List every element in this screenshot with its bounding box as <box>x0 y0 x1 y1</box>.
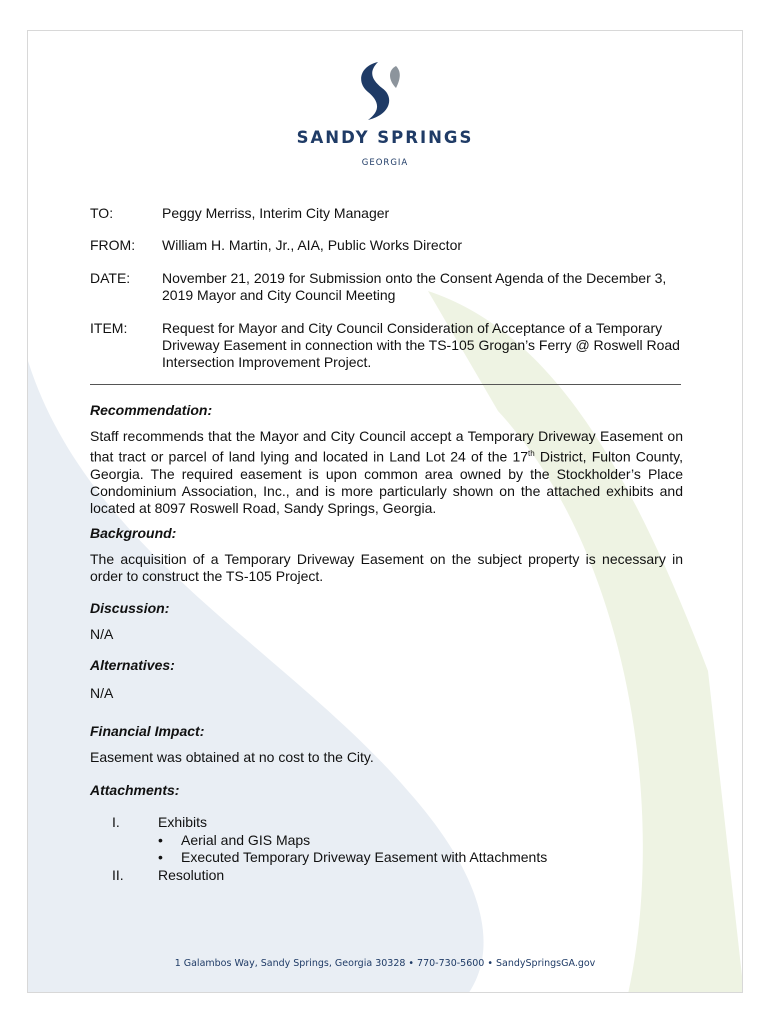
background-heading: Background: <box>90 525 177 541</box>
discussion-section <box>90 600 683 643</box>
item-label: ITEM: <box>90 320 128 336</box>
alternatives-section <box>90 657 683 702</box>
attachments-heading: Attachments: <box>90 782 180 798</box>
recommendation-heading: Recommendation: <box>90 402 213 418</box>
list-item <box>90 867 690 885</box>
date-value-line-2: 2019 Mayor and City Council Meeting <box>162 287 396 303</box>
date-value <box>162 270 687 304</box>
attachment-label: Exhibits <box>158 814 208 830</box>
date-label: DATE: <box>90 270 131 286</box>
attachment-label: Resolution <box>158 866 225 883</box>
recommendation-body-part-1: Staff recommends that the Mayor and City Council accept a Temporary Driveway Easement on that tract or parcel of land lying and located in Land Lot 24 of the 17 <box>90 428 683 465</box>
item-value-line-1: Request for Mayor and City Council Consideration of Acceptance of a Temporary <box>162 320 663 336</box>
from-value: William H. Martin, Jr., AIA, Public Works Director <box>162 237 463 253</box>
header-divider <box>90 384 681 385</box>
to-label: TO: <box>90 205 114 221</box>
attachment-number: I. <box>112 814 120 830</box>
discussion-heading: Discussion: <box>90 600 170 616</box>
financial-impact-heading: Financial Impact: <box>90 723 205 739</box>
alternatives-heading: Alternatives: <box>90 657 175 673</box>
list-item <box>90 849 690 867</box>
item-value-line-3: Intersection Improvement Project. <box>162 354 372 370</box>
recommendation-superscript: th <box>528 449 535 458</box>
alternatives-body: N/A <box>90 685 114 701</box>
item-value <box>162 320 687 371</box>
discussion-body: N/A <box>90 626 114 642</box>
financial-impact-body: Easement was obtained at no cost to the City. <box>90 749 374 765</box>
bullet-icon: • <box>158 849 163 865</box>
logo-navy-stroke <box>361 62 389 120</box>
from-label: FROM: <box>90 237 136 253</box>
background-body: The acquisition of a Temporary Driveway Easement on the subject property is necessary in order to construct the TS-105 Project. <box>90 551 683 584</box>
brand-name: SANDY SPRINGS <box>296 128 474 147</box>
attachments-list <box>90 814 690 884</box>
list-item <box>90 832 690 850</box>
bullet-icon: • <box>158 831 163 848</box>
list-item <box>90 814 690 832</box>
recommendation-section <box>90 402 683 517</box>
item-value-line-2: Driveway Easement in connection with the TS-105 Grogan’s Ferry @ Roswell Road <box>162 337 680 353</box>
financial-impact-section <box>90 723 683 766</box>
logo-gray-stroke <box>390 66 400 88</box>
sandy-springs-logo-icon <box>338 60 410 122</box>
page-footer: 1 Galambos Way, Sandy Springs, Georgia 30328 • 770-730-5600 • SandySpringsGA.gov <box>174 958 596 969</box>
brand-state: GEORGIA <box>361 158 409 168</box>
to-value: Peggy Merriss, Interim City Manager <box>162 205 390 221</box>
attachment-number: II. <box>112 866 124 883</box>
attachments-heading-row <box>90 782 683 799</box>
attachment-sub-item: Aerial and GIS Maps <box>181 831 311 848</box>
background-section <box>90 525 683 585</box>
date-value-line-1: November 21, 2019 for Submission onto the Consent Agenda of the December 3, <box>162 270 667 286</box>
recommendation-body-part-2: District, Fulton County, Georgia. The required easement is upon common area owned by the Stockholder’s Place Condominium Association, Inc., and is more particularly shown on the attached exhibits and located at 8097 Roswell Road, Sandy Springs, Georgia. <box>90 448 683 516</box>
recommendation-body <box>90 428 683 517</box>
attachment-sub-item: Executed Temporary Driveway Easement with Attachments <box>181 849 548 865</box>
